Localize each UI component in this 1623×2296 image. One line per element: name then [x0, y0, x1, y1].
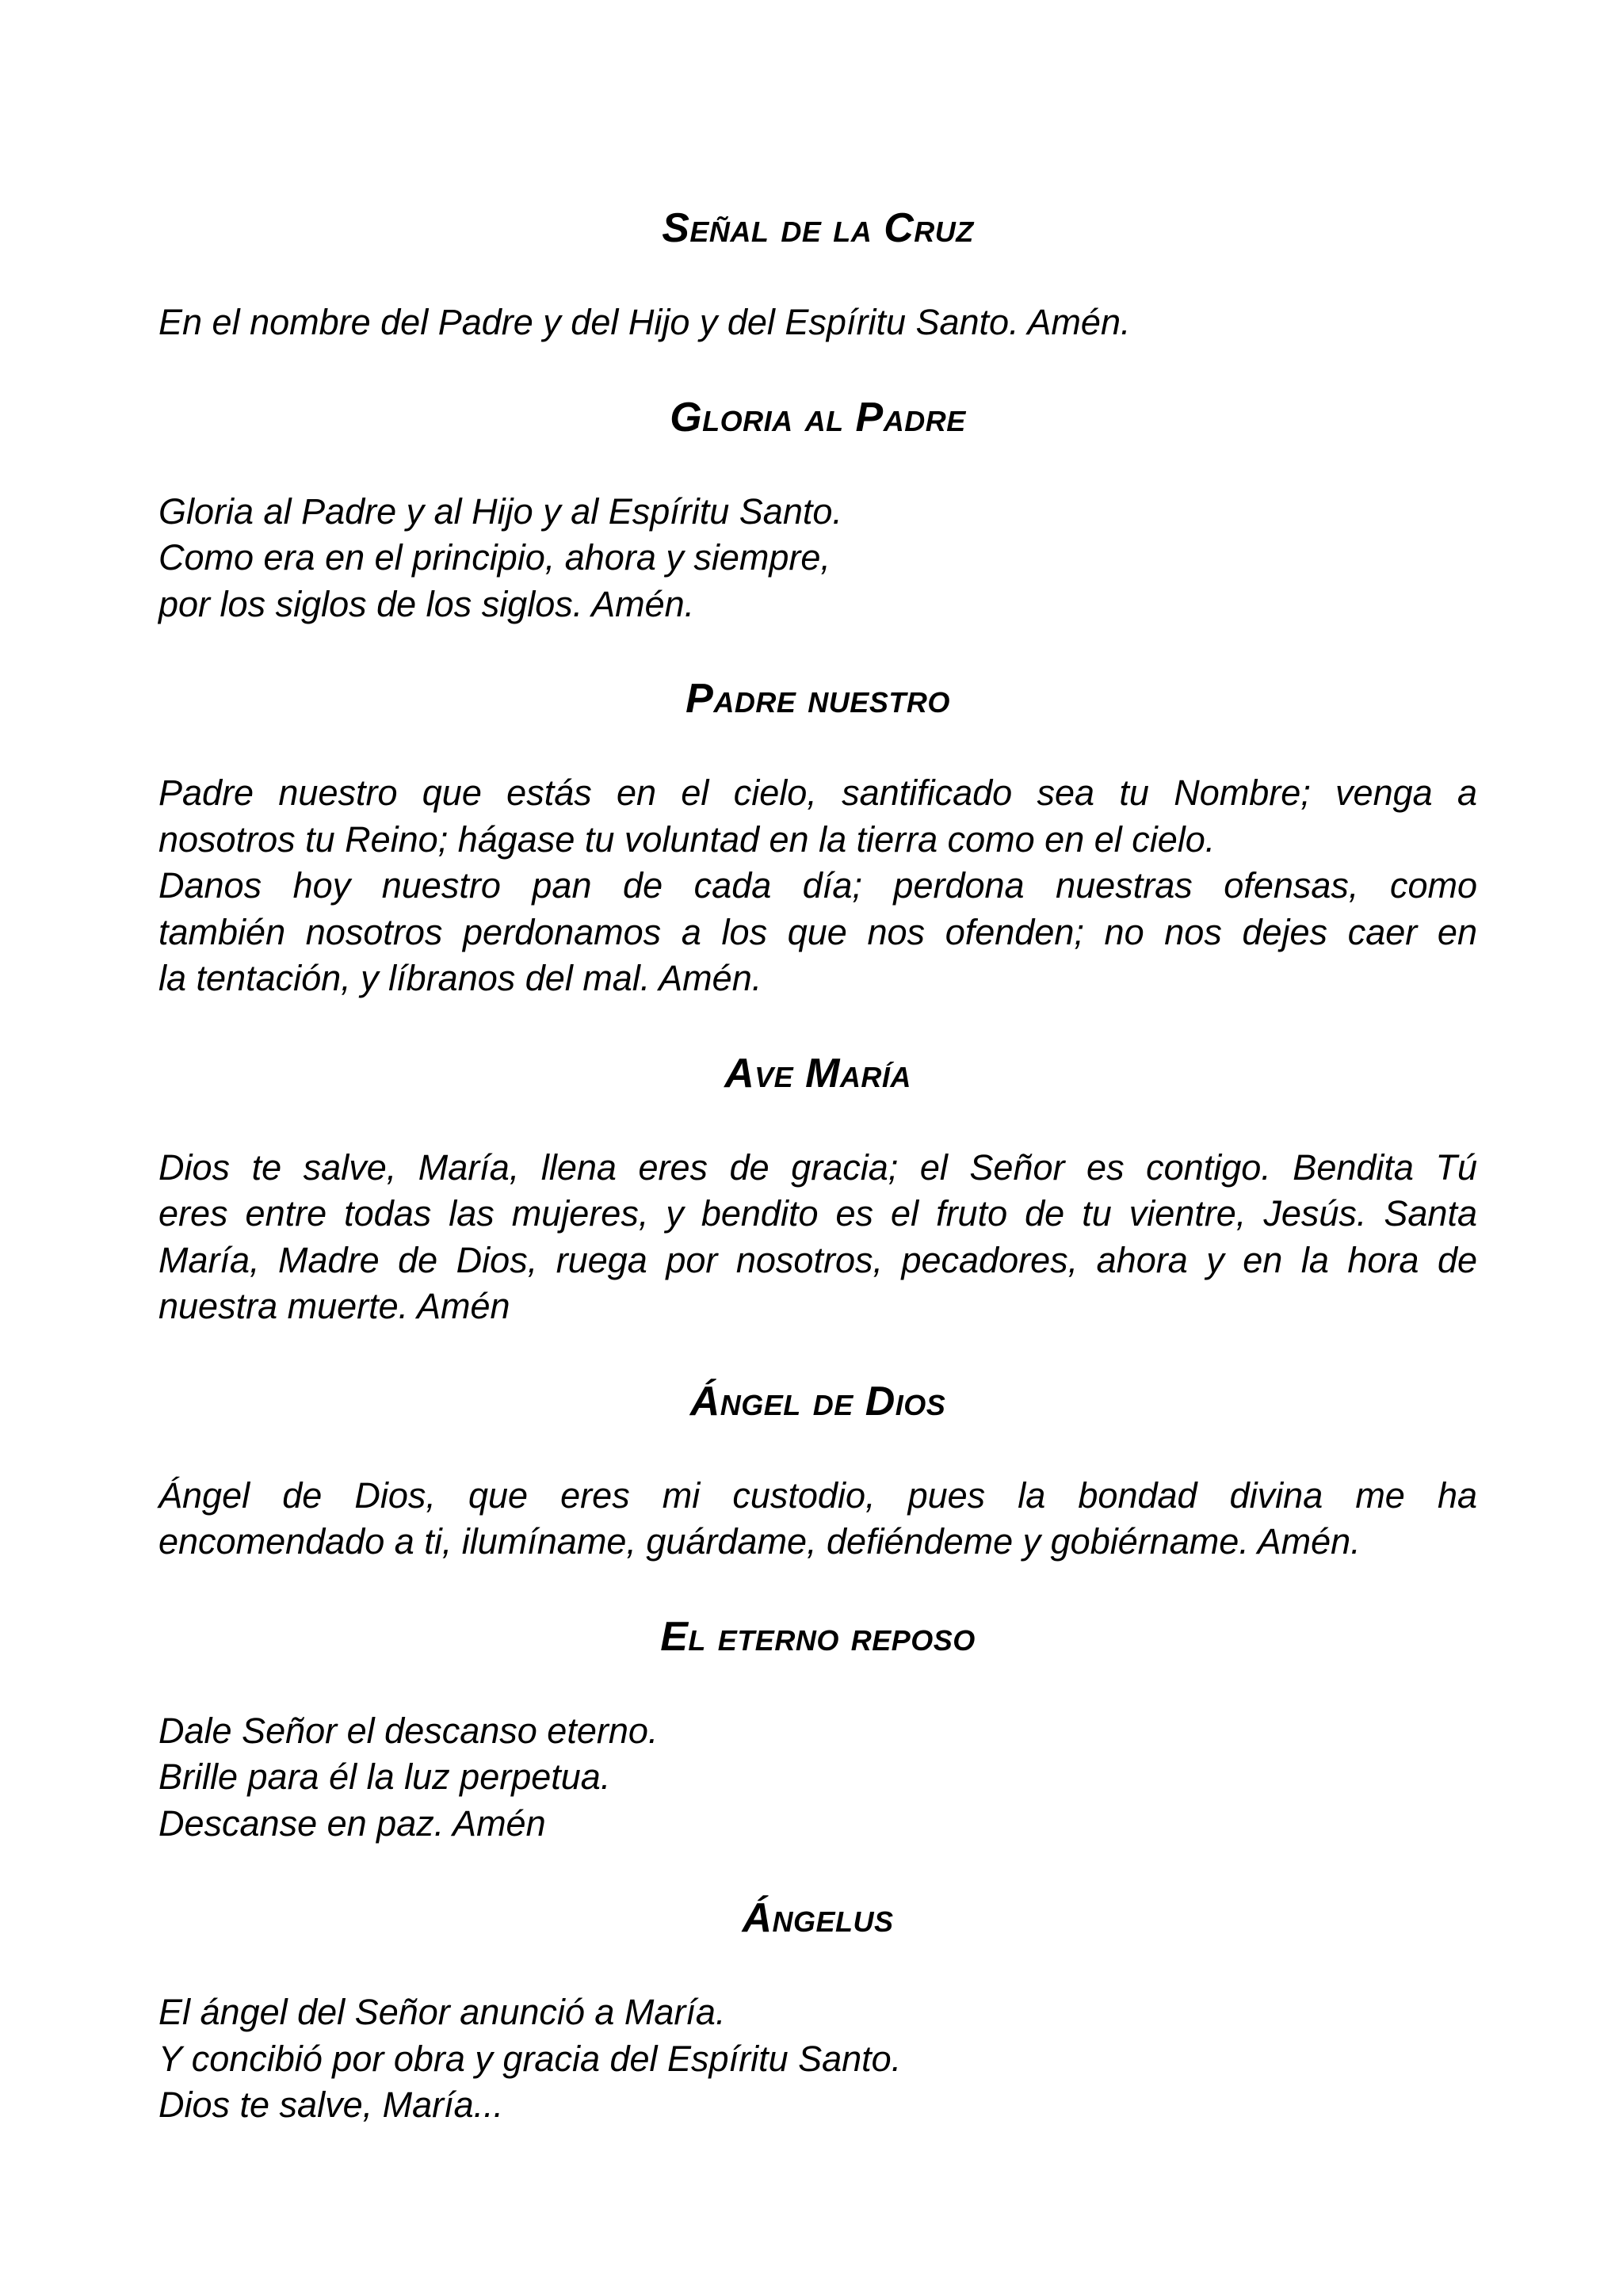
prayer-line: En el nombre del Padre y del Hijo y del Espíritu Santo. Amén.	[158, 302, 1131, 342]
prayer-angelus	[158, 1894, 1477, 2129]
prayer-line: Brille para él la luz perpetua.	[158, 1756, 611, 1797]
prayer-line: Ángel de Dios, que eres mi custodio, pues la bondad divina me ha	[158, 1474, 1477, 1516]
prayer-title: Ángel de Dios	[689, 1378, 946, 1425]
prayer-line: Dios te salve, María, llena eres de gracia; el Señor es contigo. Bendita Tú	[158, 1146, 1477, 1188]
prayer-text	[158, 770, 1477, 1002]
prayer-text	[158, 1989, 1477, 2129]
prayer-ave-maria	[158, 1050, 1477, 1330]
prayer-line: Gloria al Padre y al Hijo y al Espíritu Santo.	[158, 490, 842, 532]
prayer-line: por los siglos de los siglos. Amén.	[158, 583, 695, 624]
prayer-title: Ave María	[724, 1050, 911, 1097]
prayer-line: Como era en el principio, ahora y siempre,	[158, 537, 831, 578]
prayer-line: eres entre todas las mujeres, y bendito es el fruto de tu vientre, Jesús. Santa	[158, 1193, 1477, 1234]
prayer-title: Ángelus	[742, 1895, 894, 1941]
prayer-gloria-al-padre	[158, 394, 1477, 628]
prayer-line: Y concibió por obra y gracia del Espíritu Santo.	[158, 2038, 902, 2079]
prayer-line: El ángel del Señor anunció a María.	[158, 1992, 726, 2032]
prayer-line: Descanse en paz. Amén	[158, 1802, 546, 1844]
prayer-line: Danos hoy nuestro pan de cada día; perdona nuestras ofensas, como	[158, 865, 1477, 906]
prayer-title: Señal de la Cruz	[662, 205, 974, 251]
prayer-padre-nuestro	[158, 675, 1477, 1002]
prayer-line: Padre nuestro que estás en el cielo, santificado sea tu Nombre; venga a	[158, 772, 1477, 813]
prayer-line: encomendado a ti, ilumíname, guárdame, defiéndeme y gobiérname. Amén.	[158, 1521, 1361, 1562]
prayer-list	[158, 204, 1477, 2129]
prayer-title: El eterno reposo	[660, 1613, 976, 1660]
prayer-text	[158, 489, 1477, 628]
prayer-line: la tentación, y líbranos del mal. Amén.	[158, 958, 762, 998]
prayer-angel-de-dios	[158, 1378, 1477, 1566]
prayer-senal-de-la-cruz	[158, 204, 1477, 346]
prayer-line: también nosotros perdonamos a los que nos ofenden; no nos dejes caer en	[158, 911, 1477, 952]
prayer-text	[158, 1473, 1477, 1566]
prayer-title: Gloria al Padre	[670, 394, 966, 441]
prayer-line: nuestra muerte. Amén	[158, 1286, 510, 1326]
prayer-title: Padre nuestro	[685, 676, 950, 722]
prayer-line: nosotros tu Reino; hágase tu voluntad en la tierra como en el cielo.	[158, 818, 1216, 860]
prayer-text	[158, 1145, 1477, 1330]
prayer-el-eterno-reposo	[158, 1613, 1477, 1848]
prayer-text	[158, 299, 1477, 346]
prayer-text	[158, 1708, 1477, 1848]
prayer-line: Dios te salve, María...	[158, 2084, 504, 2125]
prayer-line: Dale Señor el descanso eterno.	[158, 1710, 659, 1751]
prayer-line: María, Madre de Dios, ruega por nosotros, pecadores, ahora y en la hora de	[158, 1239, 1477, 1280]
